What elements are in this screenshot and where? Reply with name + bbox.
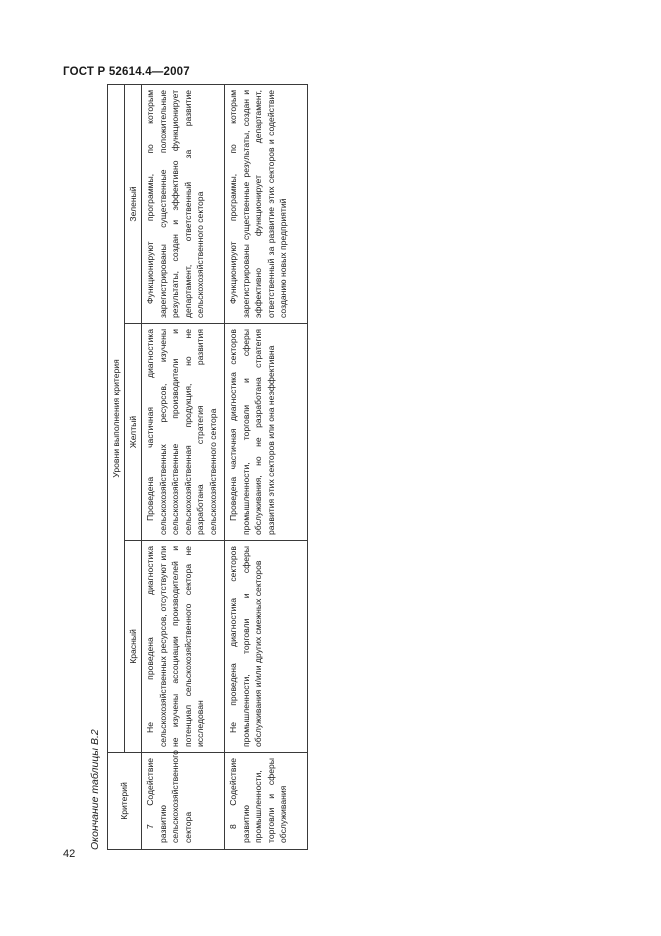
page-number: 42 bbox=[63, 848, 76, 860]
header-red: Красный bbox=[125, 541, 142, 753]
row-7-yellow: Проведена частичная диагностика сельскохозяйственных ресурсов, изучены сельскохозяйственные производители и сельскохозяйственная продукция, но не разработана стратегия развития сельскохозяйственного сектора bbox=[142, 324, 225, 541]
rotated-table-page bbox=[87, 85, 305, 850]
row-8-yellow: Проведена частичная диагностика секторов промышленности, торговли и сферы обслуживания, но не разработана стратегия развития этих секторов или она неэффективна bbox=[225, 324, 308, 541]
table-caption bbox=[89, 729, 101, 850]
header-levels-group: Уровни выполнения критерия bbox=[108, 84, 125, 752]
caption-prefix: Окончание таблицы bbox=[89, 747, 101, 850]
row-8-green: Функционируют программы, по которым зарегистрированы существенные результаты, создан и эффективно функционирует департамент, ответственный за развитие этих секторов и содействие созданию новых предприятий bbox=[225, 84, 308, 323]
header-green: Зеленый bbox=[125, 84, 142, 323]
header-criterion: Критерий bbox=[108, 753, 142, 850]
document-header: ГОСТ Р 52614.4—2007 bbox=[63, 66, 190, 78]
row-7-red: Не проведена диагностика сельскохозяйственных ресурсов, отсутствуют или не изучены ассоциации производителей и потенциал сельскохозяйственного сектора не исследован bbox=[142, 541, 225, 753]
row-7-criterion: 7 Содействие развитию сельскохозяйственного сектора bbox=[142, 753, 225, 850]
caption-table-id: В.2 bbox=[89, 729, 101, 746]
table-row bbox=[225, 84, 308, 849]
row-8-criterion: 8 Содействие развитию промышленности, торговли и сферы обслуживания bbox=[225, 753, 308, 850]
table-row bbox=[142, 84, 225, 849]
row-7-green: Функционируют программы, по которым зарегистрированы существенные положительные результаты, создан и эффективно функционирует департамент, ответственный за развитие сельскохозяйственного сектора bbox=[142, 84, 225, 323]
header-yellow: Желтый bbox=[125, 324, 142, 541]
criteria-table bbox=[107, 84, 308, 850]
row-8-red: Не проведена диагностика секторов промышленности, торговли и сферы обслуживания и/или других смежных секторов bbox=[225, 541, 308, 753]
